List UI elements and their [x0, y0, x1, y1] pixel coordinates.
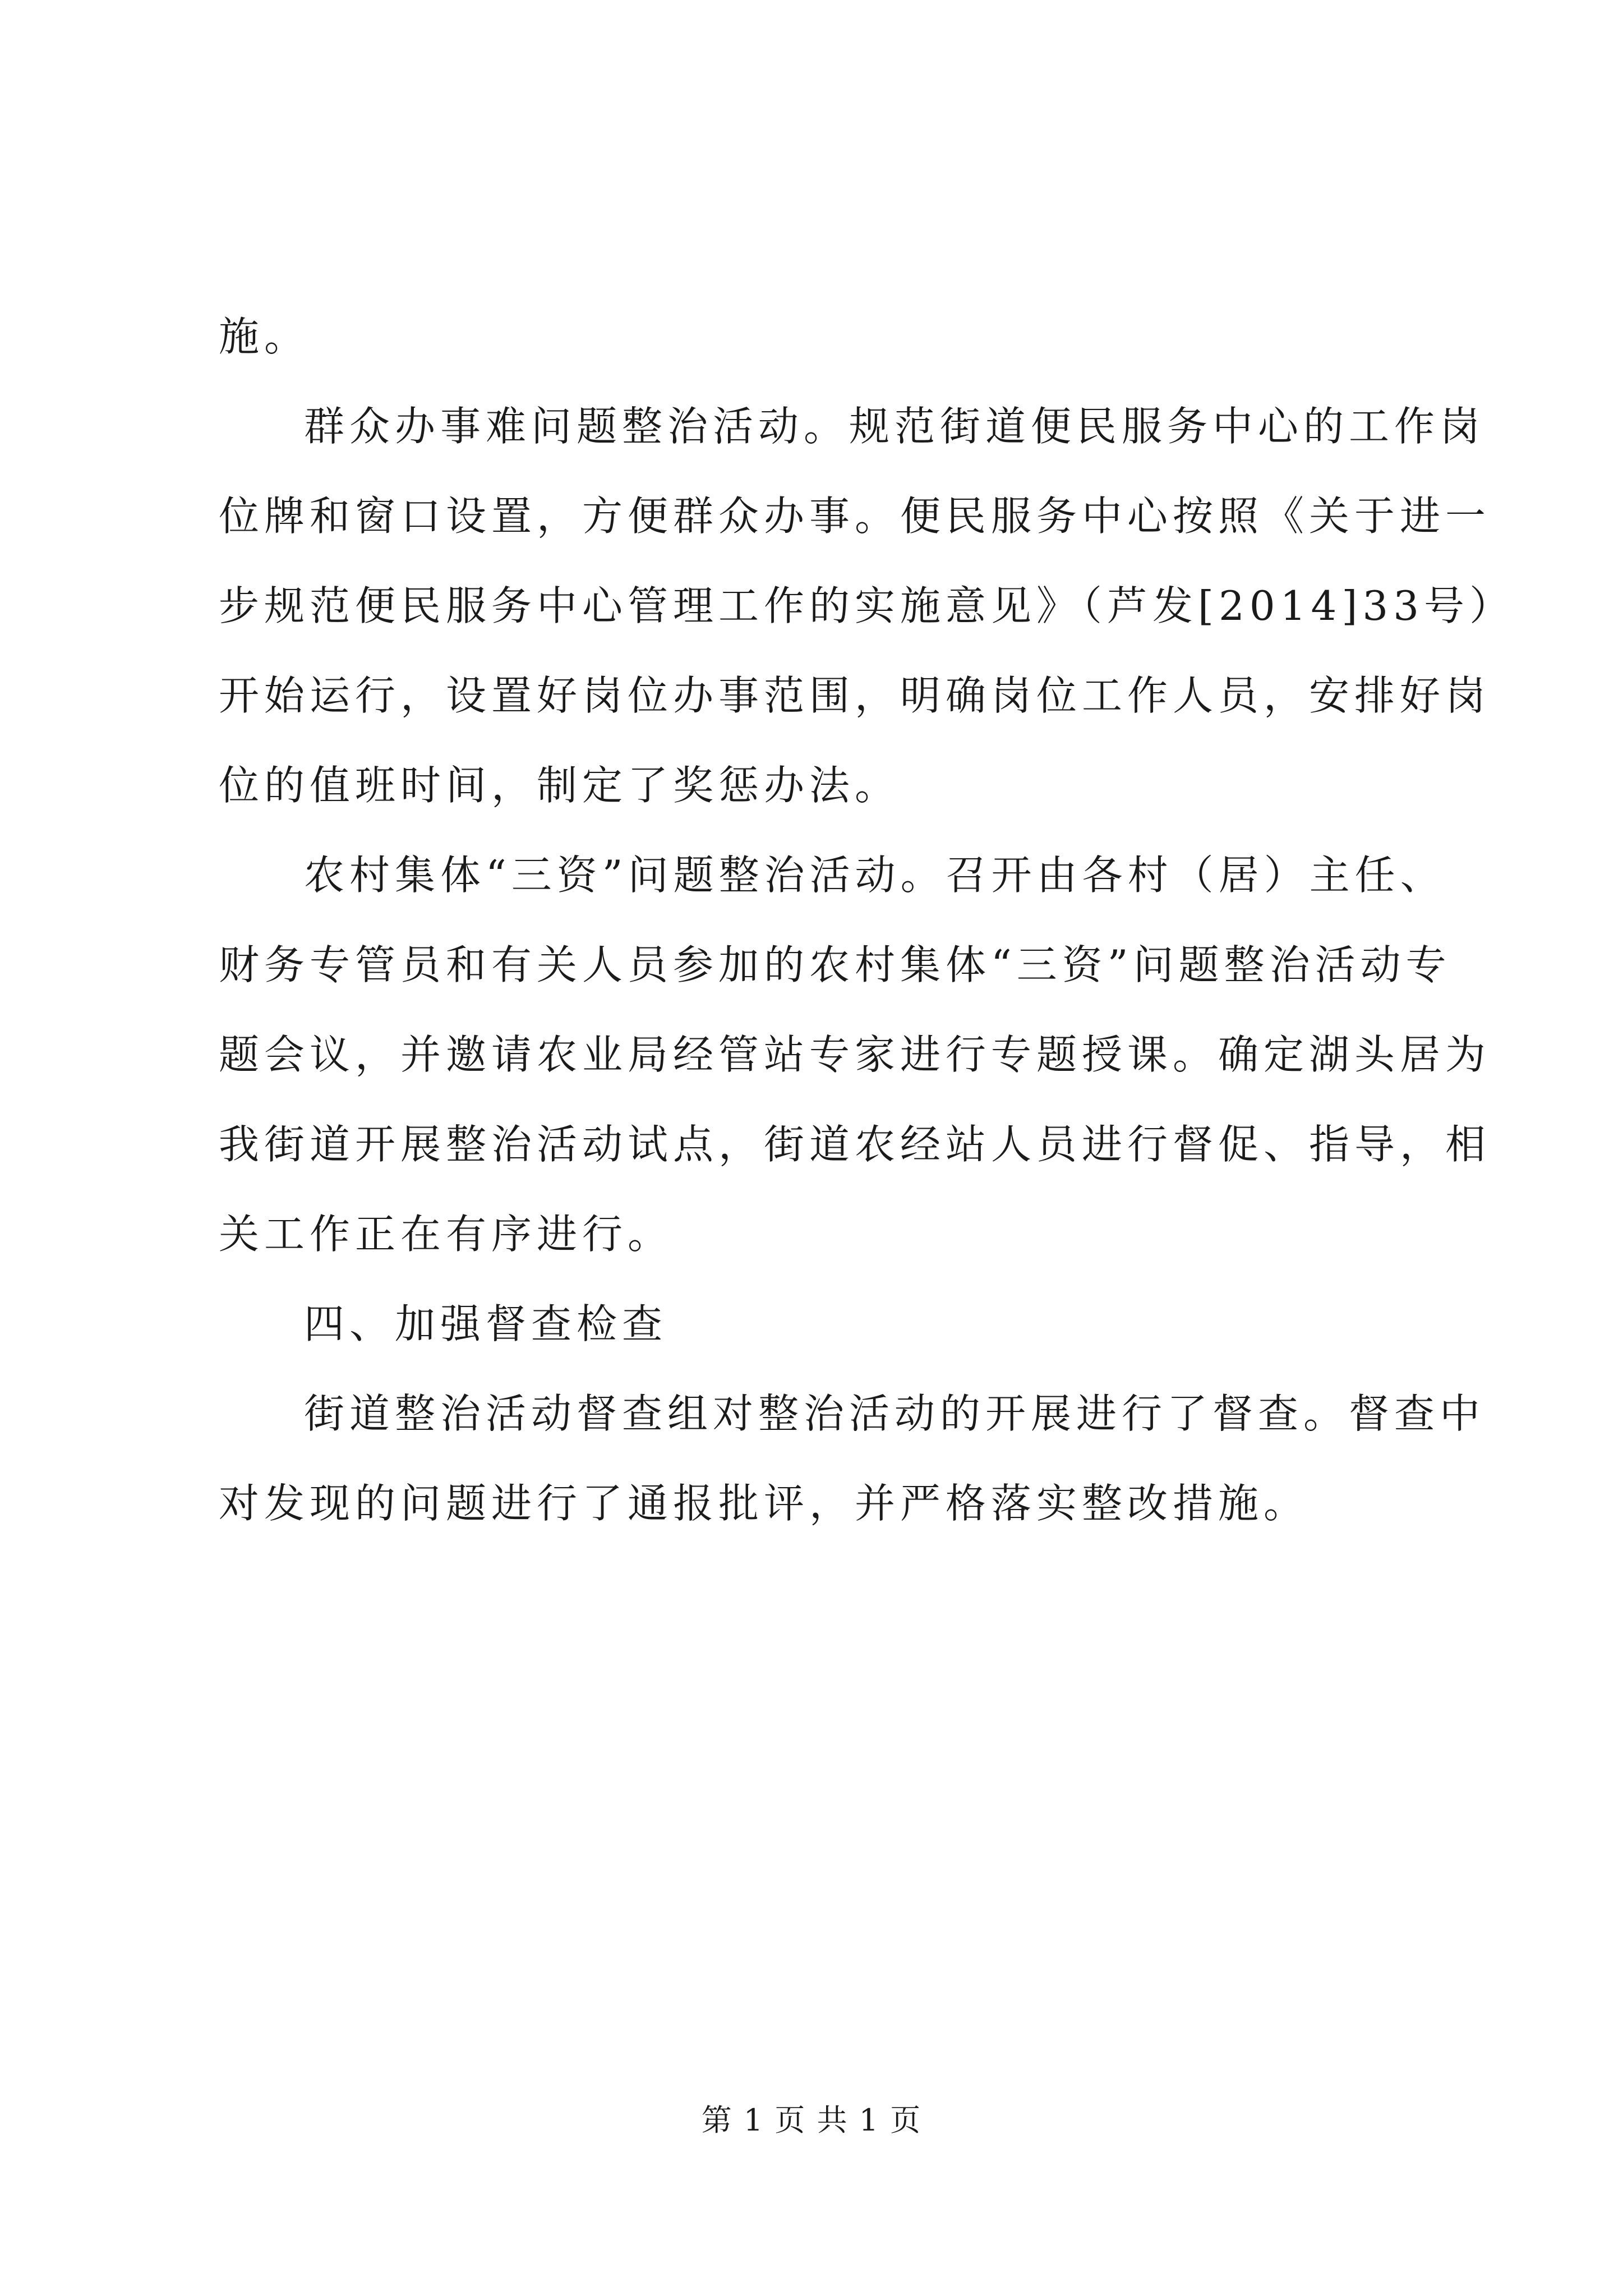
body-line: 关工作正在有序进行。 [219, 1211, 674, 1258]
paragraph-first-line: 街道整治活动督查组对整治活动的开展进行了督查。督查中 [304, 1390, 1486, 1437]
body-line: 题会议，并邀请农业局经管站专家进行专题授课。确定湖头居为 [219, 1031, 1491, 1078]
body-line: 位的值班时间，制定了奖惩办法。 [219, 762, 901, 809]
body-line: 我街道开展整治活动试点，街道农经站人员进行督促、指导，相 [219, 1121, 1491, 1168]
page-footer: 第 1 页 共 1 页 [701, 2102, 922, 2138]
body-line: 位牌和窗口设置，方便群众办事。便民服务中心按照《关于进一 [219, 493, 1491, 540]
document-body [219, 292, 1515, 1548]
paragraph-first-line: 群众办事难问题整治活动。规范街道便民服务中心的工作岗 [304, 403, 1486, 450]
body-line: 对发现的问题进行了通报批评，并严格落实整改措施。 [219, 1480, 1310, 1527]
body-line: 开始运行，设置好岗位办事范围，明确岗位工作人员，安排好岗 [219, 672, 1491, 719]
body-line: 步规范便民服务中心管理工作的实施意见》（芦发[2014]33号） [219, 582, 1515, 629]
body-line: 施。 [219, 313, 310, 360]
section-heading: 四、加强督查检查 [304, 1300, 668, 1347]
body-line: 财务专管员和有关人员参加的农村集体“三资”问题整治活动专 [219, 941, 1451, 988]
paragraph-first-line: 农村集体“三资”问题整治活动。召开由各村（居）主任、 [304, 852, 1446, 899]
